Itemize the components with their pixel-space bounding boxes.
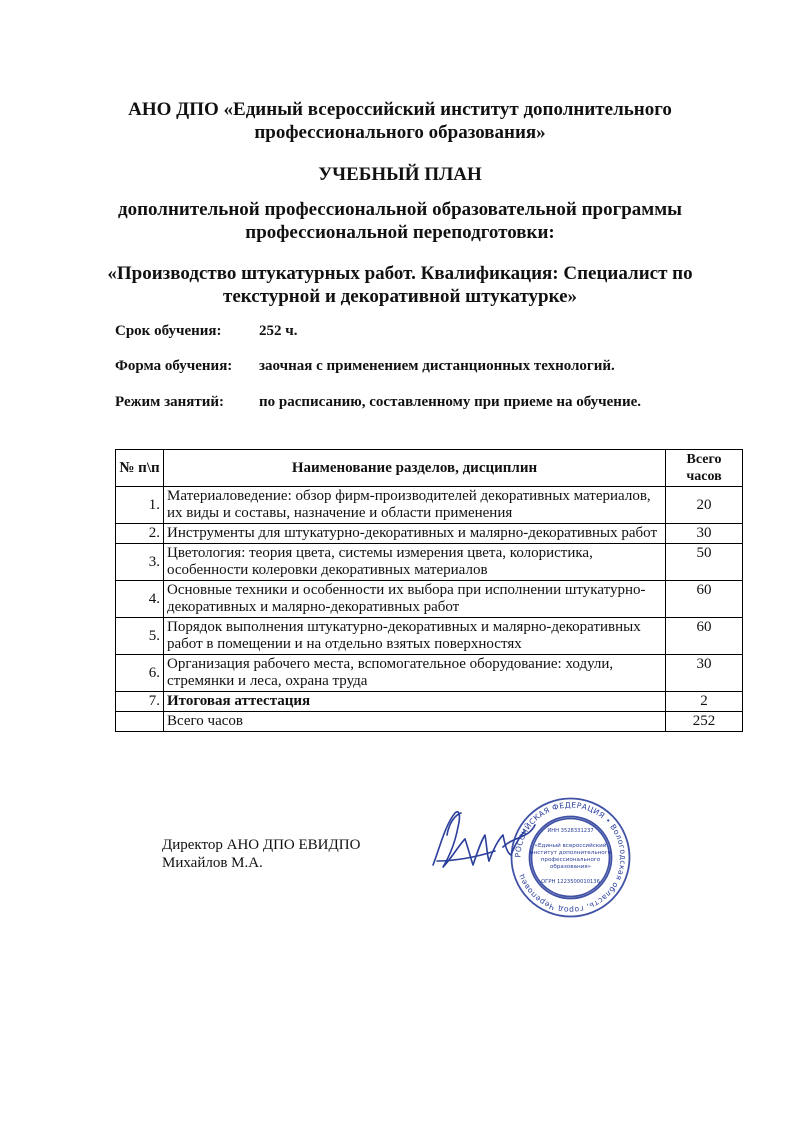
- organization-line-2: профессионального образования»: [254, 122, 546, 143]
- table-row: [116, 487, 743, 524]
- stamp-center-line-3: профессионального: [540, 857, 601, 863]
- row-number: 7.: [116, 692, 164, 712]
- organization-name: [0, 98, 800, 144]
- duration-value: 252 ч.: [259, 323, 298, 339]
- document-subtitle: [0, 198, 800, 244]
- row-hours: 30: [666, 524, 743, 544]
- stamp-ogrn: ОГРН 1223500010136: [541, 879, 600, 885]
- study-mode-value: по расписанию, составленному при приеме на обучение.: [259, 394, 641, 410]
- program-line-2: текстурной и декоративной штукатурке»: [222, 286, 577, 307]
- subtitle-line-1: дополнительной профессиональной образовательной программы: [117, 199, 683, 220]
- row-name: Организация рабочего места, вспомогательное оборудование: ходули, стремянки и леса, охрана труда: [164, 655, 666, 692]
- table-row: [116, 618, 743, 655]
- subtitle-line-2: профессиональной переподготовки:: [245, 222, 555, 243]
- duration-row: [115, 322, 298, 340]
- stamp-inn: ИНН 3528331237: [547, 828, 594, 834]
- table-header-row: [116, 450, 743, 487]
- study-form-row: [115, 357, 615, 375]
- row-number: 5.: [116, 618, 164, 655]
- row-hours: 60: [666, 581, 743, 618]
- header-hours-line-1: Всего: [686, 452, 722, 467]
- row-name: Порядок выполнения штукатурно-декоративных и малярно-декоративных работ в помещении и на отдельно взятых поверхностях: [164, 618, 666, 655]
- header-number: № п\п: [116, 450, 164, 487]
- row-hours: 50: [666, 544, 743, 581]
- row-name: Материаловедение: обзор фирм-производителей декоративных материалов, их виды и составы, назначение и области применения: [164, 487, 666, 524]
- table-row: [116, 655, 743, 692]
- study-mode-label: Режим занятий:: [115, 394, 225, 410]
- study-mode-row: [115, 393, 641, 411]
- stamp-center-line-1: «Единый всероссийский: [534, 843, 607, 849]
- duration-label: Срок обучения:: [115, 323, 222, 339]
- row-hours: 60: [666, 618, 743, 655]
- row-number: 4.: [116, 581, 164, 618]
- table-row: [116, 692, 743, 712]
- total-label: Всего часов: [164, 712, 666, 732]
- document-title: УЧЕБНЫЙ ПЛАН: [318, 164, 482, 185]
- table-row: [116, 544, 743, 581]
- row-name: Итоговая аттестация: [164, 692, 666, 712]
- program-name: [0, 262, 800, 308]
- header-total-hours: [666, 450, 743, 487]
- program-line-1: «Производство штукатурных работ. Квалификация: Специалист по: [107, 263, 693, 284]
- signature-block: [162, 836, 360, 872]
- header-hours-line-2: часов: [686, 469, 722, 484]
- curriculum-table: [115, 449, 743, 732]
- table-total-row: [116, 712, 743, 732]
- stamp-center-line-4: образования»: [549, 864, 592, 870]
- row-hours: 20: [666, 487, 743, 524]
- row-number: 6.: [116, 655, 164, 692]
- organization-stamp: [508, 795, 633, 920]
- header-section-name: Наименование разделов, дисциплин: [164, 450, 666, 487]
- stamp-ring-text: РОССИЙСКАЯ ФЕДЕРАЦИЯ • Вологодская область, город Череповец: [513, 800, 628, 915]
- director-title: Директор АНО ДПО ЕВИДПО: [162, 837, 361, 853]
- row-name: Цветология: теория цвета, системы измерения цвета, колористика, особенности колеровки декоративных материалов: [164, 544, 666, 581]
- director-name: Михайлов М.А.: [162, 855, 263, 871]
- row-number: 1.: [116, 487, 164, 524]
- total-number: [116, 712, 164, 732]
- row-name: Основные техники и особенности их выбора при исполнении штукатурно-декоративных и малярно-декоративных работ: [164, 581, 666, 618]
- study-form-label: Форма обучения:: [115, 358, 233, 374]
- row-hours: 2: [666, 692, 743, 712]
- table-row: [116, 524, 743, 544]
- total-hours: 252: [666, 712, 743, 732]
- row-hours: 30: [666, 655, 743, 692]
- study-form-value: заочная с применением дистанционных технологий.: [259, 358, 615, 374]
- table-row: [116, 581, 743, 618]
- organization-line-1: АНО ДПО «Единый всероссийский институт дополнительного: [128, 99, 672, 120]
- row-number: 2.: [116, 524, 164, 544]
- stamp-center-line-2: институт дополнительного: [529, 850, 612, 856]
- row-number: 3.: [116, 544, 164, 581]
- row-name: Инструменты для штукатурно-декоративных и малярно-декоративных работ: [164, 524, 666, 544]
